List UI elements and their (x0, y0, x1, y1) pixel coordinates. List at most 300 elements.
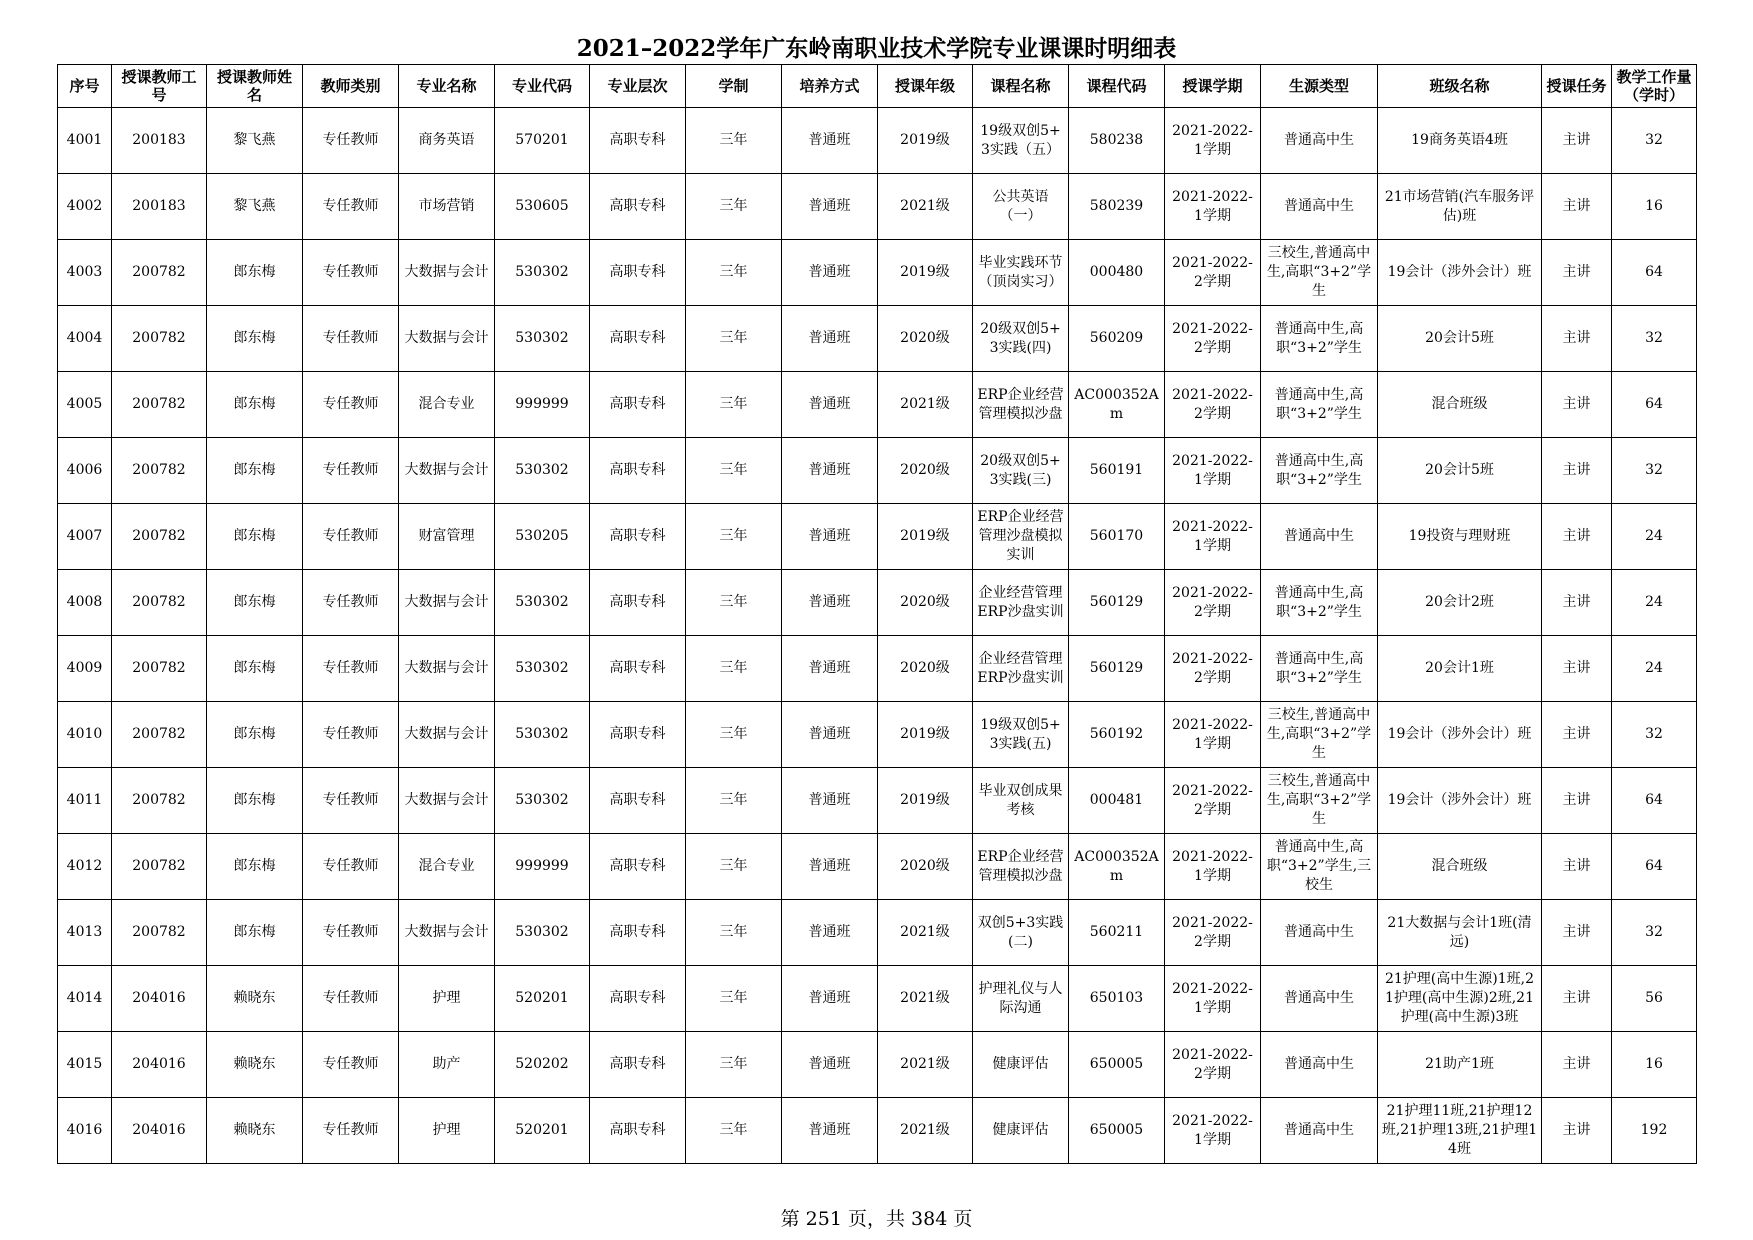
table-cell (303, 834, 399, 900)
table-cell (1542, 636, 1612, 702)
cell-text: 2021级 (900, 990, 950, 1006)
table-row (58, 834, 1697, 900)
table-cell (303, 372, 399, 438)
cell-text: 三年 (719, 990, 748, 1006)
table-cell (1069, 504, 1165, 570)
table-row (58, 1032, 1697, 1098)
cell-text: 主讲 (1562, 1056, 1591, 1072)
table-cell (1069, 108, 1165, 174)
cell-text: 专任教师 (322, 528, 379, 544)
table-cell (1069, 1032, 1165, 1098)
table-cell (686, 240, 782, 306)
table-cell (1165, 768, 1261, 834)
table-cell (399, 1032, 495, 1098)
cell-text: 2020级 (900, 858, 950, 874)
table-cell (1069, 636, 1165, 702)
table-cell (399, 306, 495, 372)
table-cell (1069, 702, 1165, 768)
cell-text: 20级双创5+3实践(四) (980, 320, 1061, 356)
table-cell (973, 636, 1069, 702)
cell-text: 19级双创5+3实践(五) (980, 716, 1061, 752)
cell-text: 2019级 (900, 132, 950, 148)
cell-text: 专任教师 (322, 858, 379, 874)
cell-text: 32 (1645, 924, 1663, 940)
cell-text: 4003 (66, 264, 103, 280)
cell-text: 大数据与会计 (404, 924, 489, 940)
cell-text: 560170 (1089, 528, 1144, 544)
cell-text: 4008 (66, 594, 103, 610)
table-cell (878, 966, 973, 1032)
table-cell (112, 108, 207, 174)
cell-text: 高职专科 (609, 660, 666, 676)
cell-text: 24 (1645, 660, 1663, 676)
cell-text: 郎东梅 (233, 858, 276, 874)
cell-text: 560209 (1089, 330, 1144, 346)
table-cell (1165, 108, 1261, 174)
table-cell (878, 306, 973, 372)
column-header: 授课年级 (878, 65, 973, 108)
cell-text: 2020级 (900, 330, 950, 346)
cell-text: 2019级 (900, 726, 950, 742)
cell-text: 204016 (132, 990, 186, 1006)
table-cell (782, 372, 878, 438)
cell-text: 专任教师 (322, 792, 379, 808)
table-cell (207, 504, 303, 570)
table-cell (686, 504, 782, 570)
cell-text: 普通班 (808, 528, 851, 544)
cell-text: 赖晓东 (233, 1122, 276, 1138)
cell-text: 三年 (719, 330, 748, 346)
table-cell (495, 306, 590, 372)
table-cell (1069, 438, 1165, 504)
table-cell (207, 702, 303, 768)
table-cell (303, 702, 399, 768)
table-cell (1378, 372, 1542, 438)
cell-text: 普通班 (808, 594, 851, 610)
table-cell (112, 702, 207, 768)
cell-text: 三年 (719, 528, 748, 544)
cell-text: ERP企业经营管理模拟沙盘 (977, 848, 1064, 884)
cell-text: 24 (1645, 594, 1663, 610)
table-cell (1378, 702, 1542, 768)
table-cell (112, 834, 207, 900)
cell-text: 普通班 (808, 330, 851, 346)
cell-text: 普通高中生 (1284, 990, 1354, 1006)
cell-text: 郎东梅 (233, 396, 276, 412)
table-cell (207, 306, 303, 372)
cell-text: 64 (1645, 792, 1663, 808)
table-cell (878, 372, 973, 438)
cell-text: 200782 (132, 330, 186, 346)
table-cell (207, 768, 303, 834)
table-cell (1069, 372, 1165, 438)
table-cell (58, 306, 112, 372)
table-cell (303, 900, 399, 966)
cell-text: 主讲 (1562, 1122, 1591, 1138)
table-cell (58, 702, 112, 768)
course-hours-table (57, 64, 1697, 1164)
cell-text: 560211 (1089, 924, 1144, 940)
table-cell (1612, 702, 1697, 768)
table-cell (303, 504, 399, 570)
table-cell (303, 636, 399, 702)
table-cell (58, 636, 112, 702)
table-cell (399, 768, 495, 834)
table-cell (1378, 768, 1542, 834)
table-cell (1261, 174, 1378, 240)
table-cell (1261, 702, 1378, 768)
cell-text: 2021-2022-1学期 (1172, 1112, 1253, 1148)
table-cell (495, 174, 590, 240)
table-cell (590, 504, 686, 570)
table-cell (782, 1032, 878, 1098)
cell-text: 赖晓东 (233, 990, 276, 1006)
cell-text: 2020级 (900, 594, 950, 610)
table-cell (878, 108, 973, 174)
cell-text: 560191 (1089, 462, 1144, 478)
cell-text: 三年 (719, 924, 748, 940)
cell-text: 普通高中生 (1284, 1056, 1354, 1072)
table-cell (495, 504, 590, 570)
table-cell (1378, 570, 1542, 636)
cell-text: 2021-2022-1学期 (1172, 518, 1253, 554)
column-header: 课程代码 (1069, 65, 1165, 108)
table-cell (112, 768, 207, 834)
cell-text: ERP企业经营管理沙盘模拟实训 (977, 509, 1064, 563)
column-header: 课程名称 (973, 65, 1069, 108)
cell-text: 4009 (66, 660, 103, 676)
cell-text: 999999 (515, 396, 569, 412)
table-cell (878, 768, 973, 834)
cell-text: 2019级 (900, 264, 950, 280)
cell-text: 000480 (1089, 264, 1144, 280)
cell-text: 高职专科 (609, 462, 666, 478)
cell-text: 专任教师 (322, 1056, 379, 1072)
table-cell (1612, 834, 1697, 900)
column-header: 教师类别 (303, 65, 399, 108)
cell-text: 580239 (1089, 198, 1144, 214)
table-cell (1261, 240, 1378, 306)
cell-text: 20会计5班 (1425, 330, 1494, 346)
cell-text: 赖晓东 (233, 1056, 276, 1072)
cell-text: 200782 (132, 396, 186, 412)
cell-text: 204016 (132, 1056, 186, 1072)
cell-text: 2021-2022-1学期 (1172, 848, 1253, 884)
table-cell (973, 108, 1069, 174)
table-cell (495, 768, 590, 834)
cell-text: 高职专科 (609, 396, 666, 412)
cell-text: 三年 (719, 726, 748, 742)
cell-text: 21护理11班,21护理12班,21护理13班,21护理14班 (1381, 1103, 1538, 1157)
table-cell (1261, 1032, 1378, 1098)
table-cell (973, 1032, 1069, 1098)
cell-text: 混合班级 (1431, 396, 1488, 412)
table-cell (1261, 768, 1378, 834)
table-cell (1378, 1098, 1542, 1164)
table-cell (1612, 372, 1697, 438)
cell-text: 主讲 (1562, 396, 1591, 412)
table-cell (782, 240, 878, 306)
cell-text: 200782 (132, 594, 186, 610)
cell-text: 主讲 (1562, 990, 1591, 1006)
table-cell (1542, 1032, 1612, 1098)
cell-text: 普通高中生 (1284, 924, 1354, 940)
table-cell (1378, 900, 1542, 966)
cell-text: 192 (1640, 1122, 1668, 1138)
table-cell (1165, 900, 1261, 966)
table-cell (782, 1098, 878, 1164)
table-cell (207, 438, 303, 504)
cell-text: 主讲 (1562, 528, 1591, 544)
cell-text: 普通高中生 (1284, 528, 1354, 544)
table-cell (590, 768, 686, 834)
table-cell (58, 174, 112, 240)
table-row (58, 108, 1697, 174)
cell-text: 24 (1645, 528, 1663, 544)
table-cell (878, 438, 973, 504)
table-cell (878, 702, 973, 768)
cell-text: 三年 (719, 1056, 748, 1072)
cell-text: 200782 (132, 726, 186, 742)
cell-text: 三年 (719, 198, 748, 214)
table-cell (207, 834, 303, 900)
table-cell (686, 966, 782, 1032)
cell-text: 520202 (515, 1056, 569, 1072)
table-row (58, 900, 1697, 966)
cell-text: 2021-2022-1学期 (1172, 122, 1253, 158)
cell-text: 普通班 (808, 726, 851, 742)
table-cell (1069, 240, 1165, 306)
table-cell (1542, 966, 1612, 1032)
cell-text: 64 (1645, 264, 1663, 280)
cell-text: 专任教师 (322, 330, 379, 346)
table-cell (207, 966, 303, 1032)
cell-text: 2021-2022-1学期 (1172, 188, 1253, 224)
column-header: 授课任务 (1542, 65, 1612, 108)
table-cell (1261, 570, 1378, 636)
cell-text: 主讲 (1562, 264, 1591, 280)
cell-text: 普通高中生 (1284, 1122, 1354, 1138)
cell-text: 专任教师 (322, 462, 379, 478)
cell-text: 黎飞燕 (233, 198, 276, 214)
cell-text: 650005 (1089, 1122, 1144, 1138)
table-row (58, 702, 1697, 768)
table-cell (1069, 966, 1165, 1032)
table-cell (1069, 768, 1165, 834)
table-cell (782, 174, 878, 240)
cell-text: 20会计1班 (1425, 660, 1494, 676)
cell-text: 主讲 (1562, 594, 1591, 610)
cell-text: 2020级 (900, 462, 950, 478)
table-cell (1165, 240, 1261, 306)
column-header: 授课教师姓名 (207, 65, 303, 108)
cell-text: 高职专科 (609, 990, 666, 1006)
cell-text: 高职专科 (609, 792, 666, 808)
table-cell (1542, 240, 1612, 306)
table-cell (303, 768, 399, 834)
cell-text: 580238 (1089, 132, 1144, 148)
table-cell (590, 174, 686, 240)
table-cell (58, 1032, 112, 1098)
table-cell (782, 768, 878, 834)
table-cell (1165, 438, 1261, 504)
table-cell (207, 108, 303, 174)
cell-text: 21护理(高中生源)1班,21护理(高中生源)2班,21护理(高中生源)3班 (1384, 971, 1534, 1025)
table-cell (1165, 1032, 1261, 1098)
cell-text: 三年 (719, 264, 748, 280)
cell-text: 2021级 (900, 1122, 950, 1138)
table-cell (782, 504, 878, 570)
cell-text: 530302 (515, 594, 569, 610)
table-cell (112, 438, 207, 504)
cell-text: 三校生,普通高中生,高职“3+2”学生 (1266, 707, 1372, 761)
cell-text: 32 (1645, 330, 1663, 346)
table-cell (399, 966, 495, 1032)
table-cell (112, 174, 207, 240)
table-cell (1069, 900, 1165, 966)
table-cell (1542, 900, 1612, 966)
table-cell (1069, 1098, 1165, 1164)
table-cell (686, 1098, 782, 1164)
cell-text: 570201 (515, 132, 569, 148)
cell-text: 2021-2022-1学期 (1172, 716, 1253, 752)
table-row (58, 570, 1697, 636)
cell-text: 三校生,普通高中生,高职“3+2”学生 (1266, 245, 1372, 299)
cell-text: 毕业双创成果考核 (978, 782, 1063, 818)
table-cell (590, 570, 686, 636)
cell-text: 普通班 (808, 1056, 851, 1072)
table-cell (399, 570, 495, 636)
cell-text: 郎东梅 (233, 924, 276, 940)
table-cell (112, 1032, 207, 1098)
page-title: 2021–2022学年广东岭南职业技术学院专业课课时明细表 (576, 35, 1177, 62)
table-cell (207, 1032, 303, 1098)
table-cell (399, 438, 495, 504)
table-row (58, 372, 1697, 438)
column-header: 教学工作量（学时） (1612, 65, 1697, 108)
cell-text: 普通高中生,高职“3+2”学生 (1274, 452, 1364, 488)
table-cell (973, 966, 1069, 1032)
table-cell (590, 240, 686, 306)
table-cell (1542, 1098, 1612, 1164)
cell-text: 三校生,普通高中生,高职“3+2”学生 (1266, 773, 1372, 827)
table-cell (1542, 768, 1612, 834)
table-row (58, 1098, 1697, 1164)
cell-text: 200782 (132, 924, 186, 940)
column-header: 序号 (58, 65, 112, 108)
cell-text: 20级双创5+3实践(三) (980, 452, 1061, 488)
table-cell (1612, 966, 1697, 1032)
table-cell (1612, 240, 1697, 306)
cell-text: 4006 (66, 462, 103, 478)
cell-text: 专任教师 (322, 198, 379, 214)
cell-text: 普通高中生,高职“3+2”学生 (1274, 650, 1364, 686)
cell-text: ERP企业经营管理模拟沙盘 (977, 386, 1064, 422)
table-cell (590, 900, 686, 966)
cell-text: 三年 (719, 858, 748, 874)
table-cell (399, 834, 495, 900)
table-cell (973, 570, 1069, 636)
table-cell (399, 372, 495, 438)
table-cell (1542, 834, 1612, 900)
cell-text: 2020级 (900, 660, 950, 676)
table-cell (58, 1098, 112, 1164)
table-cell (1165, 636, 1261, 702)
table-cell (1612, 636, 1697, 702)
cell-text: 200782 (132, 858, 186, 874)
cell-text: 普通高中生,高职“3+2”学生 (1274, 320, 1364, 356)
table-cell (782, 108, 878, 174)
cell-text: 4005 (66, 396, 103, 412)
cell-text: 高职专科 (609, 1056, 666, 1072)
table-cell (1165, 834, 1261, 900)
table-cell (1261, 636, 1378, 702)
cell-text: 高职专科 (609, 528, 666, 544)
table-cell (1069, 570, 1165, 636)
cell-text: 主讲 (1562, 660, 1591, 676)
table-cell (303, 240, 399, 306)
cell-text: 郎东梅 (233, 594, 276, 610)
cell-text: 2021-2022-2学期 (1172, 782, 1253, 818)
cell-text: 999999 (515, 858, 569, 874)
cell-text: 2021-2022-2学期 (1172, 914, 1253, 950)
table-cell (686, 174, 782, 240)
table-cell (112, 900, 207, 966)
cell-text: 普通班 (808, 132, 851, 148)
table-cell (58, 438, 112, 504)
table-cell (495, 240, 590, 306)
table-cell (303, 108, 399, 174)
table-cell (399, 240, 495, 306)
table-row (58, 438, 1697, 504)
column-header: 学制 (686, 65, 782, 108)
table-cell (590, 108, 686, 174)
cell-text: 200782 (132, 264, 186, 280)
cell-text: 20会计2班 (1425, 594, 1494, 610)
table-cell (112, 504, 207, 570)
cell-text: 530302 (515, 792, 569, 808)
table-cell (1378, 834, 1542, 900)
cell-text: 19会计（涉外会计）班 (1387, 726, 1532, 742)
cell-text: 普通班 (808, 858, 851, 874)
cell-text: 21助产1班 (1425, 1056, 1494, 1072)
cell-text: 200782 (132, 660, 186, 676)
table-cell (495, 108, 590, 174)
table-cell (1261, 834, 1378, 900)
table-cell (1612, 570, 1697, 636)
table-cell (1069, 174, 1165, 240)
cell-text: 普通高中生 (1284, 132, 1354, 148)
cell-text: 郎东梅 (233, 792, 276, 808)
cell-text: 专任教师 (322, 1122, 379, 1138)
cell-text: 32 (1645, 726, 1663, 742)
cell-text: 2021级 (900, 396, 950, 412)
cell-text: 主讲 (1562, 858, 1591, 874)
cell-text: 530605 (515, 198, 569, 214)
column-header: 专业层次 (590, 65, 686, 108)
table-cell (207, 570, 303, 636)
table-cell (399, 900, 495, 966)
table-cell (303, 966, 399, 1032)
table-cell (58, 504, 112, 570)
cell-text: 主讲 (1562, 132, 1591, 148)
table-cell (1612, 900, 1697, 966)
cell-text: 混合专业 (418, 858, 475, 874)
table-row (58, 768, 1697, 834)
cell-text: 20会计5班 (1425, 462, 1494, 478)
cell-text: 560129 (1089, 594, 1144, 610)
table-cell (878, 834, 973, 900)
